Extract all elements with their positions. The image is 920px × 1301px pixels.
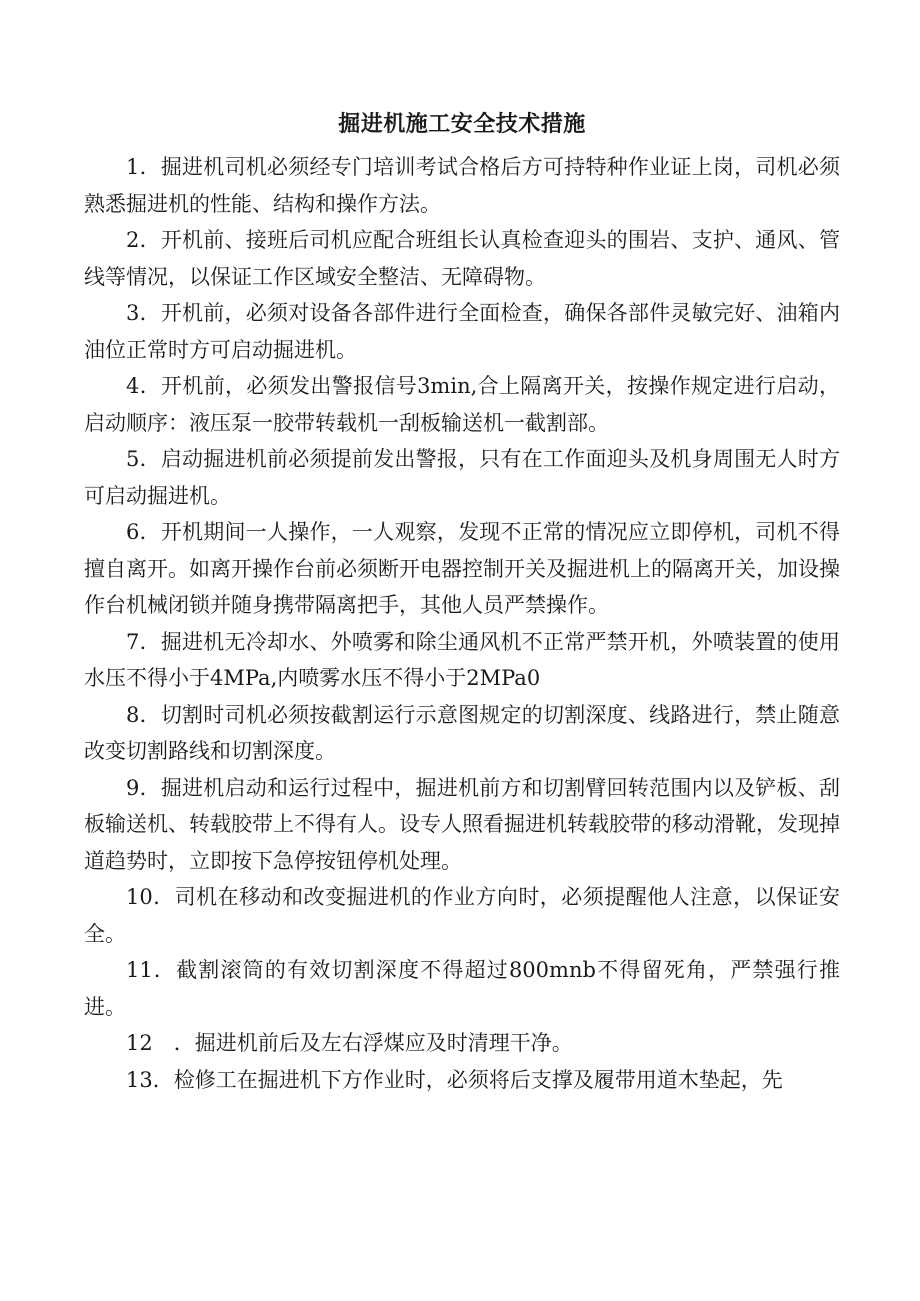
paragraph-5: 5．启动掘进机前必须提前发出警报，只有在工作面迎头及机身周围无人时方可启动掘进机。 (84, 447, 840, 508)
paragraph-1: 1．掘进机司机必须经专门培训考试合格后方可持特种作业证上岗，司机必须熟悉掘进机的性能、结构和操作方法。 (84, 155, 840, 216)
paragraph-13: 13．检修工在掘进机下方作业时，必须将后支撑及履带用道木垫起，先 (126, 1067, 783, 1092)
paragraph-7: 7．掘进机无冷却水、外喷雾和除尘通风机不正常严禁开机，外喷装置的使用水压不得小于4MPa,内喷雾水压不得小于2MPa0 (84, 629, 840, 690)
paragraph-2: 2．开机前、接班后司机应配合班组长认真检查迎头的围岩、支护、通风、管线等情况，以保证工作区域安全整洁、无障碍物。 (84, 228, 840, 289)
paragraph-8: 8．切割时司机必须按截割运行示意图规定的切割深度、线路进行，禁止随意改变切割路线和切割深度。 (84, 702, 840, 763)
paragraph-9: 9．掘进机启动和运行过程中，掘进机前方和切割臂回转范围内以及铲板、刮板输送机、转载胶带上不得有人。设专人照看掘进机转载胶带的移动滑靴，发现掉道趋势时，立即按下急停按钮停机处理。 (84, 775, 840, 873)
paragraph-12: 12 ．掘进机前后及左右浮煤应及时清理干净。 (126, 1031, 573, 1055)
document-title: 掘进机施工安全技术措施 (338, 112, 586, 137)
paragraph-6: 6．开机期间一人操作，一人观察，发现不正常的情况应立即停机，司机不得擅自离开。如离开操作台前必须断开电器控制开关及掘进机上的隔离开关，加设操作台机械闭锁并随身携带隔离把手，其他人员严禁操作。 (84, 520, 840, 617)
paragraph-11: 11．截割滚筒的有效切割深度不得超过800mnb不得留死角，严禁强行推进。 (84, 958, 840, 1019)
paragraph-4: 4．开机前，必须发出警报信号3min,合上隔离开关，按操作规定进行启动，启动顺序：液压泵一胶带转载机一刮板输送机一截割部。 (84, 374, 840, 435)
paragraph-3: 3．开机前，必须对设备各部件进行全面检查，确保各部件灵敏完好、油箱内油位正常时方可启动掘进机。 (84, 301, 840, 362)
paragraph-10: 10．司机在移动和改变掘进机的作业方向时，必须提醒他人注意，以保证安全。 (84, 885, 840, 946)
document-page (84, 110, 840, 1098)
